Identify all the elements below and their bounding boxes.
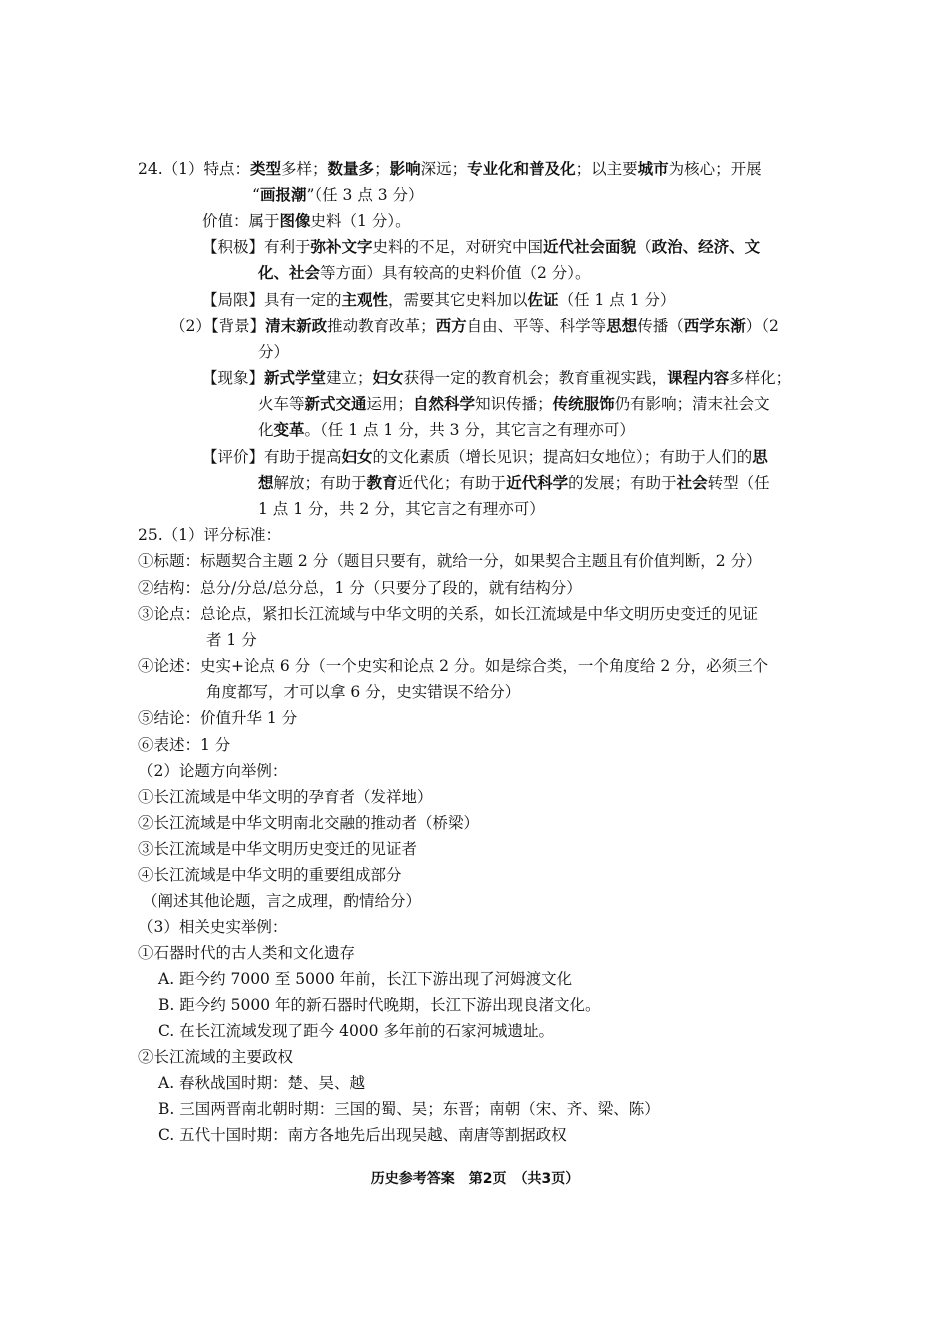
text-segment: 等方面）具有较高的史料价值（2 分）。	[320, 264, 591, 282]
bold-segment: 自然科学	[413, 394, 476, 413]
text-segment: ，需要其它史料加以	[388, 291, 528, 309]
text-segment: （	[636, 238, 652, 256]
text-segment: 获得一定的教育机会；教育重视实践，	[403, 369, 668, 387]
bold-segment: 社会	[676, 473, 708, 492]
q25-heading: 25.（1）评分标准：	[138, 526, 282, 544]
text-segment: 多样化；	[729, 369, 792, 387]
q25-topics-heading: （2）论题方向举例：	[138, 762, 288, 780]
q25-fact-group-1: ①石器时代的古人类和文化遗存	[138, 944, 356, 962]
bold-segment: 想	[258, 473, 274, 492]
bold-segment: 影响	[389, 159, 421, 178]
text-segment: （2）【背景】	[170, 317, 266, 335]
text-segment: 深远；	[420, 160, 468, 178]
text-segment: 价值：属于	[202, 212, 280, 230]
text-segment: 建立；	[326, 369, 373, 387]
text-segment: 【积极】有利于	[202, 238, 311, 256]
bold-segment: 图像	[279, 211, 311, 230]
bold-segment: 传统服饰	[552, 394, 615, 413]
bold-segment: 思想	[606, 316, 638, 335]
q24-limitation	[202, 289, 676, 311]
text-segment: 多样；	[281, 160, 328, 178]
bold-segment: 主观性	[341, 290, 389, 309]
q25-fact-1b: B. 距今约 5000 年的新石器时代晚期，长江下游出现良渚文化。	[158, 996, 601, 1014]
text-segment: 自由、平等、科学等	[466, 317, 607, 335]
text-segment: 【评价】有助于提高	[202, 448, 342, 466]
bold-segment: 政治、经济、文	[651, 237, 761, 256]
text-segment: 为核心；开展	[668, 160, 762, 178]
text-segment: 的发展；有助于	[568, 474, 677, 492]
text-segment: 运用；	[366, 395, 414, 413]
bold-segment: 课程内容	[667, 368, 730, 387]
bold-segment: 新式交通	[304, 394, 367, 413]
page-footer: 历史参考答案 第2页 （共3页）	[370, 1171, 580, 1187]
q25-fact-2a: A. 春秋战国时期：楚、吴、越	[158, 1074, 366, 1092]
bold-segment: 妇女	[372, 368, 404, 387]
q24-phenomenon-line3	[258, 419, 635, 441]
text-segment: “	[252, 186, 260, 204]
bold-segment: 数量多	[327, 159, 375, 178]
q24-positive-line1	[202, 236, 760, 258]
bold-segment: 城市	[637, 159, 669, 178]
q25-fact-group-2: ②长江流域的主要政权	[138, 1048, 294, 1066]
q25-fact-2b: B. 三国两晋南北朝时期：三国的蜀、吴；东晋；南朝（宋、齐、梁、陈）	[158, 1100, 660, 1118]
q25-criterion-argument-line2: 角度都写，才可以拿 6 分，史实错误不给分）	[206, 683, 521, 701]
bold-segment: 佐证	[527, 290, 559, 309]
text-segment: 【现象】	[202, 369, 265, 387]
text-segment: （任 1 点 1 分）	[558, 291, 676, 309]
q24-part1-line1	[138, 158, 762, 180]
text-segment: 近代化；有助于	[397, 474, 507, 492]
text-segment: 史料（1 分）。	[310, 212, 411, 230]
q25-fact-1a: A. 距今约 7000 至 5000 年前，长江下游出现了河姆渡文化	[158, 970, 573, 988]
q25-topic-2: ②长江流域是中华文明南北交融的推动者（桥梁）	[138, 814, 480, 832]
q24-evaluation-line1	[202, 446, 768, 468]
text-segment: 【局限】具有一定的	[202, 291, 342, 309]
bold-segment: 画报潮	[259, 185, 307, 204]
q25-criterion-title: ①标题：标题契合主题 2 分（题目只要有，就给一分，如果契合主题且有价值判断，2 分）	[138, 552, 762, 570]
text-segment: 知识传播；	[475, 395, 553, 413]
bold-segment: 近代社会面貌	[543, 237, 637, 256]
bold-segment: 类型	[250, 159, 282, 178]
q24-phenomenon-line1	[202, 367, 791, 389]
q25-criterion-structure: ②结构：总分/分总/总分总，1 分（只要分了段的，就有结构分）	[138, 579, 582, 597]
bold-segment: 清末新政	[265, 316, 328, 335]
bold-segment: 教育	[366, 473, 398, 492]
text-segment: 。（任 1 点 1 分，共 3 分，其它言之有理亦可）	[304, 421, 635, 439]
text-segment: 火车等	[258, 395, 305, 413]
text-segment: ”（任 3 点 3 分）	[306, 186, 424, 204]
text-segment: 史料的不足，对研究中国	[372, 238, 544, 256]
text-segment: 解放；有助于	[273, 474, 367, 492]
bold-segment: 变革	[273, 420, 305, 439]
text-segment: 传播（	[637, 317, 684, 335]
text-segment: 化	[258, 421, 274, 439]
q25-criterion-expression: ⑥表述：1 分	[138, 736, 231, 754]
q25-criterion-conclusion: ⑤结论：价值升华 1 分	[138, 709, 298, 727]
text-segment: 的文化素质（增长见识；提高妇女地位）；有助于人们的	[372, 448, 753, 466]
bold-segment: 思	[752, 447, 768, 466]
q25-fact-1c: C. 在长江流域发现了距今 4000 多年前的石家河城遗址。	[158, 1022, 554, 1040]
text-segment: ）（2	[745, 317, 779, 335]
text-segment: 推动教育改革；	[327, 317, 436, 335]
q25-criterion-argument-line1: ④论述：史实+论点 6 分（一个史实和论点 2 分。如是综合类，一个角度给 2 分，必须三个	[138, 657, 769, 675]
q24-phenomenon-line2	[258, 393, 770, 415]
q25-fact-2c: C. 五代十国时期：南方各地先后出现吴越、南唐等割据政权	[158, 1126, 567, 1144]
q25-topic-3: ③长江流域是中华文明历史变迁的见证者	[138, 840, 418, 858]
text-segment: 转型（任	[707, 474, 770, 492]
q24-positive-line2	[258, 262, 591, 284]
q25-topic-4: ④长江流域是中华文明的重要组成部分	[138, 866, 402, 884]
bold-segment: 新式学堂	[264, 368, 327, 387]
text-segment: 24.（1）特点：	[138, 160, 251, 178]
q24-evaluation-line2	[258, 472, 770, 494]
q25-criterion-thesis-line2: 者 1 分	[206, 631, 257, 649]
q24-evaluation-line3: 1 点 1 分，共 2 分，其它言之有理亦可）	[258, 500, 545, 518]
text-segment: 仍有影响；清末社会文	[614, 395, 770, 413]
q25-topic-note: （阐述其他论题，言之成理，酌情给分）	[142, 892, 422, 910]
bold-segment: 弥补文字	[310, 237, 373, 256]
q24-background-line1	[170, 315, 779, 337]
q25-criterion-thesis-line1: ③论点：总论点，紧扣长江流域与中华文明的关系，如长江流域是中华文明历史变迁的见证	[138, 605, 759, 623]
q24-value	[202, 210, 411, 232]
q24-part1-line2	[252, 184, 424, 206]
q25-topic-1: ①长江流域是中华文明的孕育者（发祥地）	[138, 788, 433, 806]
text-segment: ；	[374, 160, 390, 178]
bold-segment: 专业化和普及化	[467, 159, 576, 178]
bold-segment: 妇女	[341, 447, 373, 466]
q25-facts-heading: （3）相关史实举例：	[138, 918, 288, 936]
bold-segment: 化、社会	[258, 263, 321, 282]
bold-segment: 近代科学	[506, 473, 569, 492]
bold-segment: 西方	[435, 316, 467, 335]
text-segment: ；以主要	[575, 160, 638, 178]
q24-background-line2: 分）	[258, 343, 290, 361]
bold-segment: 西学东渐	[683, 316, 746, 335]
